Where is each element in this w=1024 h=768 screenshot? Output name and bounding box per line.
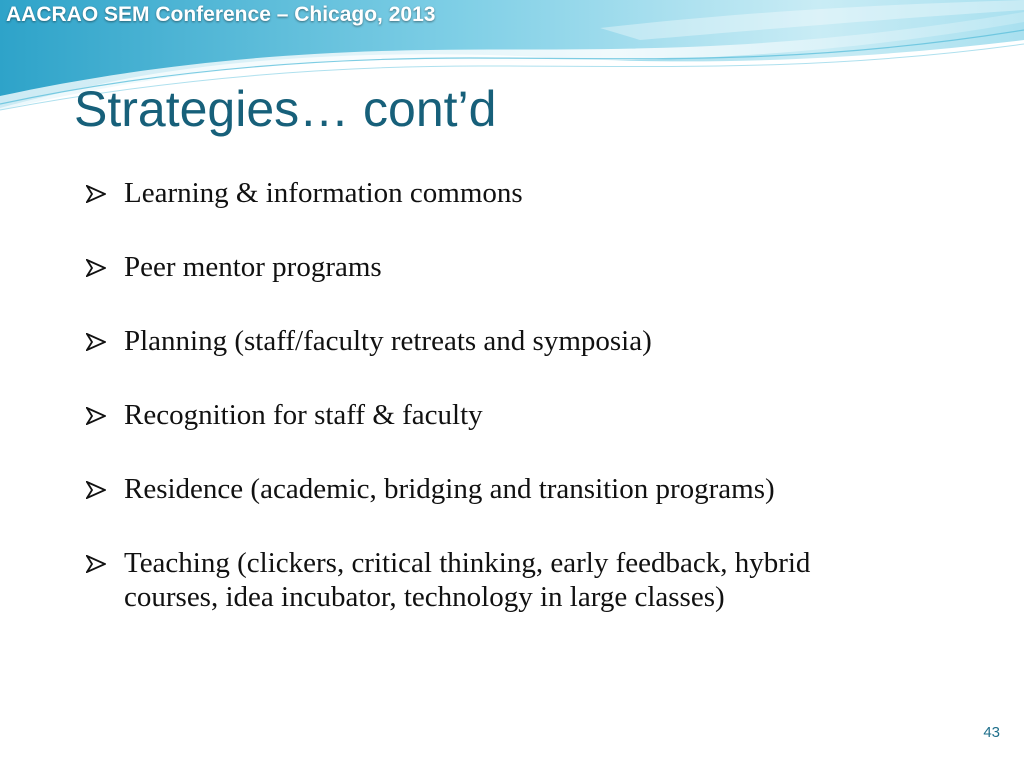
arrow-bullet-icon [86, 472, 124, 499]
arrow-bullet-icon [86, 546, 124, 573]
page-number: 43 [983, 724, 1000, 741]
bullet-item [86, 398, 906, 432]
bullet-item [86, 324, 906, 358]
conference-label: AACRAO SEM Conference – Chicago, 2013 [6, 3, 436, 26]
arrow-bullet-icon [86, 398, 124, 425]
bullet-text: Recognition for staff & faculty [124, 399, 483, 431]
bullet-text: Teaching (clickers, critical thinking, early feedback, hybrid courses, idea incubator, technology in large classes) [124, 547, 811, 613]
bullet-text: Learning & information commons [124, 177, 523, 209]
arrow-bullet-icon [86, 176, 124, 203]
bullet-item [86, 472, 906, 506]
arrow-bullet-icon [86, 250, 124, 277]
bullet-item [86, 176, 906, 210]
slide-title: Strategies… cont’d [74, 81, 497, 137]
bullet-text: Peer mentor programs [124, 251, 382, 283]
bullet-list [86, 176, 906, 654]
bullet-text: Planning (staff/faculty retreats and symposia) [124, 325, 652, 357]
bullet-item [86, 546, 906, 614]
bullet-item [86, 250, 906, 284]
bullet-text: Residence (academic, bridging and transition programs) [124, 473, 775, 505]
arrow-bullet-icon [86, 324, 124, 351]
